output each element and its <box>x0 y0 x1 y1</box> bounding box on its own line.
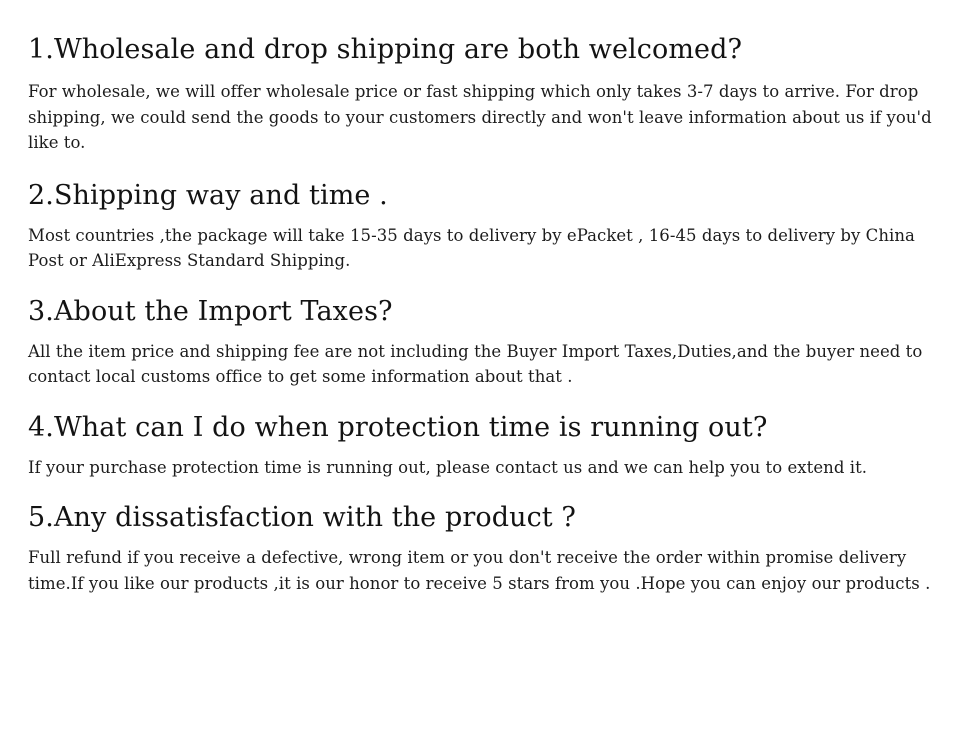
faq-answer: Full refund if you receive a defective, wrong item or you don't receive the order within promise delivery time.If you like our products ,it is our honor to receive 5 stars from you .Hope you can enjoy our products . <box>28 548 931 593</box>
faq-item <box>28 34 932 156</box>
faq-question: 2.Shipping way and time . <box>28 179 388 211</box>
faq-question: 1.Wholesale and drop shipping are both welcomed? <box>28 34 743 65</box>
faq-question: 3.About the Import Taxes? <box>28 295 393 327</box>
faq-item <box>28 296 932 390</box>
faq-answer: For wholesale, we will offer wholesale price or fast shipping which only takes 3-7 days to arrive. For drop shipping, we could send the goods to your customers directly and won't leave information about us if you'd like to. <box>28 81 932 153</box>
faq-item <box>28 412 932 481</box>
faq-item <box>28 180 932 274</box>
faq-answer: Most countries ,the package will take 15-35 days to delivery by ePacket , 16-45 days to delivery by China Post or AliExpress Standard Shipping. <box>28 225 915 271</box>
faq-question: 4.What can I do when protection time is running out? <box>28 411 768 443</box>
faq-answer: If your purchase protection time is running out, please contact us and we can help you to extend it. <box>28 457 868 477</box>
faq-item <box>28 502 932 596</box>
faq-answer: All the item price and shipping fee are not including the Buyer Import Taxes,Duties,and the buyer need to contact local customs office to get some information about that . <box>28 341 923 387</box>
faq-question: 5.Any dissatisfaction with the product ? <box>28 502 576 534</box>
